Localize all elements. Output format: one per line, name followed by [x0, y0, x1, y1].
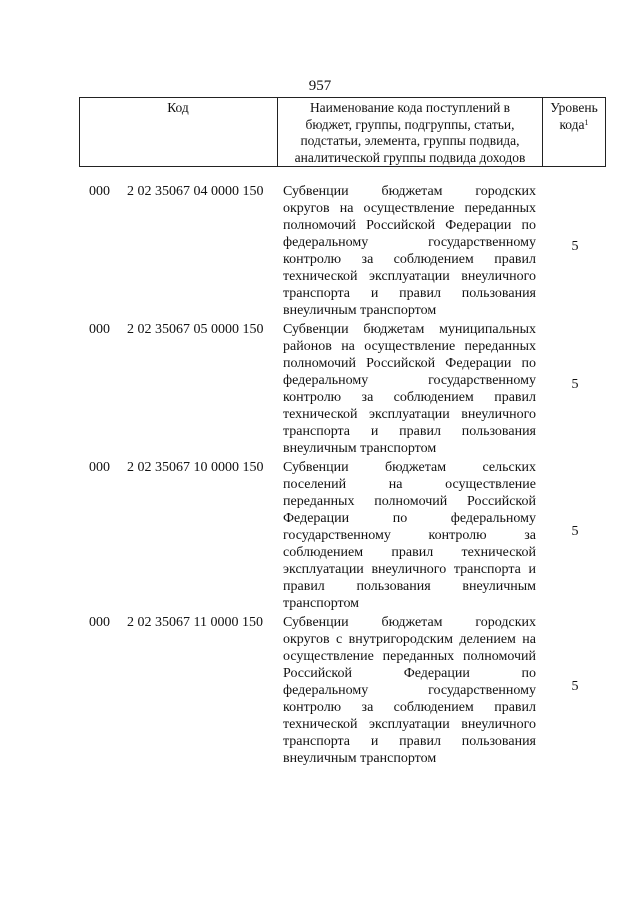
income-name-line: внеуличным транспортом: [283, 303, 437, 318]
header-code: [80, 98, 276, 168]
income-name-line: контролю за соблюдением правил: [283, 700, 536, 715]
code-level: 5: [571, 239, 579, 254]
header-level-line2: [543, 117, 605, 134]
income-code: 2 02 35067 05 0000 150: [127, 322, 264, 337]
income-name-line: внеуличным транспортом: [283, 751, 437, 766]
income-name-line: федеральному государственному: [283, 373, 536, 388]
income-name-line: Субвенции бюджетам муниципальных: [283, 322, 536, 337]
income-name: [283, 614, 536, 767]
income-name-line: Субвенции бюджетам сельских: [283, 460, 536, 475]
code-level: 5: [571, 679, 579, 694]
income-name-line: контролю за соблюдением правил: [283, 390, 536, 405]
income-name-line: поселений на осуществление: [283, 477, 536, 492]
income-name-line: технической эксплуатации внеуличного: [283, 407, 536, 422]
header-name-line: бюджет, группы, подгруппы, статьи,: [305, 116, 515, 132]
income-name-line: транспорта и правил пользования: [283, 734, 536, 749]
income-name-line: полномочий Российской Федерации по: [283, 218, 536, 233]
income-name: [283, 459, 536, 612]
header-level: [543, 98, 605, 168]
income-code: 2 02 35067 10 0000 150: [127, 460, 264, 475]
header-name-line: подстатьи, элемента, группы подвида,: [300, 133, 520, 148]
income-name-line: технической эксплуатации внеуличного: [283, 269, 536, 284]
income-name-line: внеуличным транспортом: [283, 441, 437, 456]
income-name-line: транспорта и правил пользования: [283, 424, 536, 439]
income-name-line: федеральному государственному: [283, 235, 536, 250]
header-name-line: аналитической группы подвида доходов: [294, 149, 526, 165]
footnote-marker: 1: [584, 117, 589, 127]
header-level-line1: Уровень: [550, 100, 598, 115]
header-name: [277, 98, 543, 166]
income-name-line: соблюдением правил технической: [283, 545, 536, 560]
income-name: [283, 321, 536, 457]
income-name-line: переданных полномочий Российской: [283, 494, 536, 509]
code-level: 5: [571, 377, 579, 392]
admin-code: 000: [89, 615, 110, 630]
income-name-line: технической эксплуатации внеуличного: [283, 717, 536, 732]
income-name-line: транспортом: [283, 596, 360, 611]
table-header: [79, 97, 606, 167]
income-name-line: округов с внутригородским делением на: [283, 632, 536, 647]
header-name-line: Наименование кода поступлений в: [309, 100, 511, 115]
admin-code: 000: [89, 322, 110, 337]
income-name-line: округов на осуществление переданных: [283, 201, 536, 216]
income-name-line: полномочий Российской Федерации по: [283, 356, 536, 371]
income-name-line: Российской Федерации по: [283, 666, 536, 681]
income-name-line: контролю за соблюдением правил: [283, 252, 536, 267]
income-code: 2 02 35067 11 0000 150: [127, 615, 263, 630]
income-name: [283, 183, 536, 319]
income-name-line: государственному контролю за: [283, 528, 536, 543]
income-name-line: Федерации по федеральному: [283, 511, 536, 526]
income-name-line: осуществление переданных полномочий: [283, 649, 536, 664]
income-name-line: транспорта и правил пользования: [283, 286, 536, 301]
income-name-line: эксплуатации внеуличного транспорта и: [283, 562, 536, 577]
income-name-line: районов на осуществление переданных: [283, 339, 536, 354]
admin-code: 000: [89, 460, 110, 475]
income-name-line: федеральному государственному: [283, 683, 536, 698]
header-level-kod: кода: [559, 116, 585, 132]
income-code: 2 02 35067 04 0000 150: [127, 184, 264, 199]
income-name-line: правил пользования внеуличным: [283, 579, 536, 594]
header-code-label: Код: [167, 100, 189, 115]
page-number: 957: [308, 78, 332, 94]
admin-code: 000: [89, 184, 110, 199]
income-name-line: Субвенции бюджетам городских: [283, 615, 536, 630]
income-name-line: Субвенции бюджетам городских: [283, 184, 536, 199]
code-level: 5: [571, 524, 579, 539]
